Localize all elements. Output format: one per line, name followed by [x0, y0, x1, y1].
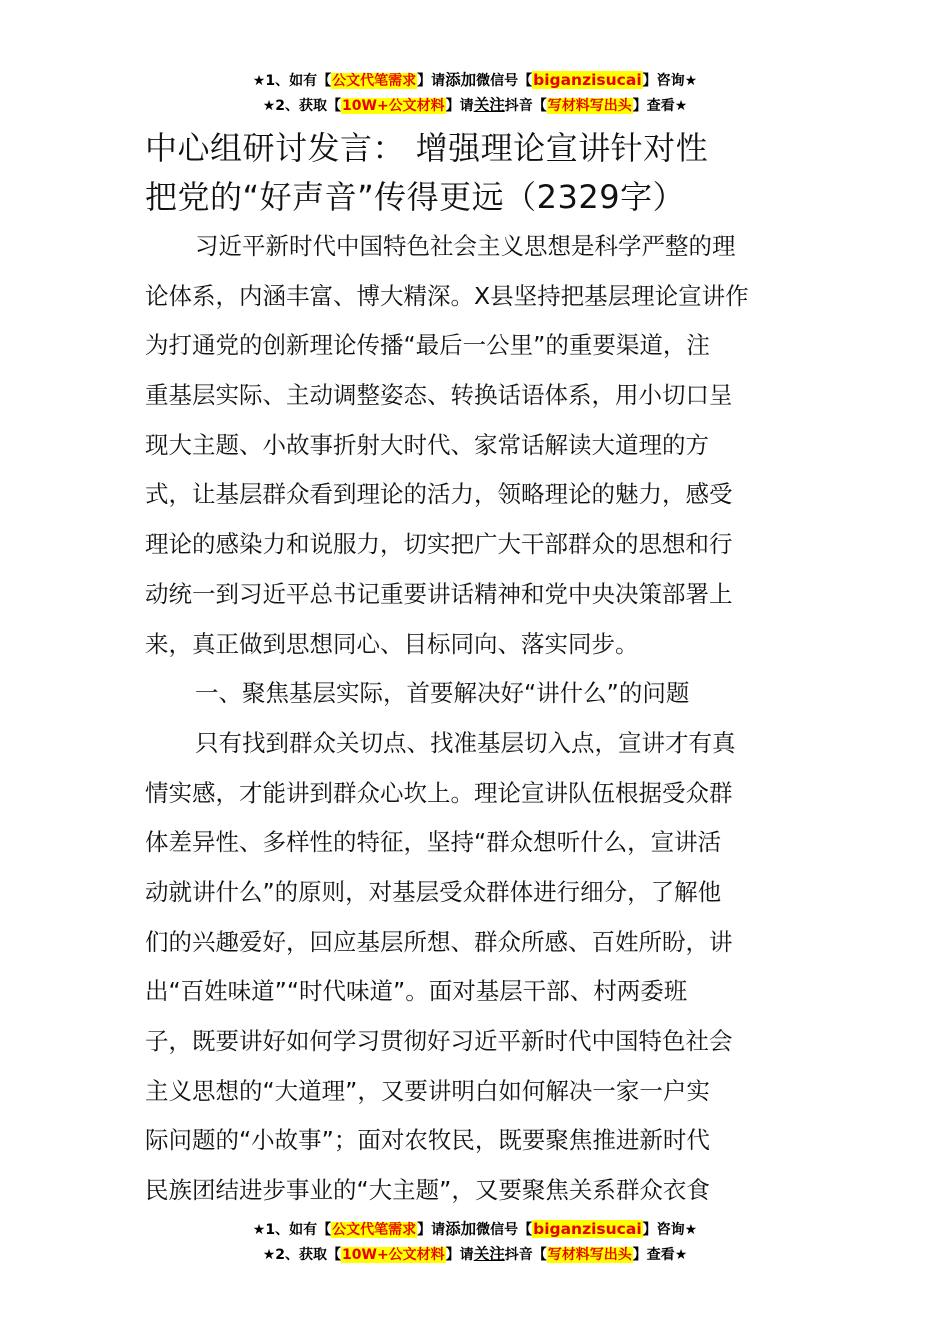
highlight-wechat-id: biganzisucai: [533, 71, 642, 89]
body-line: 情实感，才能讲到群众心坎上。理论宣讲队伍根据受众群: [145, 778, 733, 807]
bottom-notice-banner: [0, 1217, 950, 1267]
body-line: 现大主题、小故事折射大时代、家常话解读大道理的方: [145, 430, 709, 459]
notice-emphasis-follow: 关注: [473, 1245, 505, 1263]
top-notice-banner: [0, 68, 950, 118]
body-line: 际问题的“小故事”；面对农牧民，既要聚焦推进新时代: [145, 1126, 710, 1155]
body-line: 民族团结进步事业的“大主题”，又要聚焦关系群众衣食: [145, 1176, 710, 1205]
notice-text: 抖音【: [504, 98, 547, 114]
notice-text: 】请: [417, 1222, 446, 1238]
notice-text: 微信号【: [476, 73, 533, 89]
notice-text: 抖音【: [504, 1247, 547, 1263]
notice-text: ★2、获取【: [262, 98, 342, 114]
body-line: 式，让基层群众看到理论的活力，领略理论的魅力，感受: [145, 480, 733, 509]
document-title: [145, 124, 815, 222]
notice-line-2: [0, 1242, 950, 1267]
document-body: [145, 222, 810, 1216]
notice-emphasis-add: 添加: [445, 71, 477, 89]
body-line: 们的兴趣爱好，回应基层所想、群众所感、百姓所盼，讲: [145, 927, 733, 956]
highlight-douyin-account: 写材料写出头: [547, 1247, 632, 1263]
body-line: 只有找到群众关切点、找准基层切入点，宣讲才有真: [195, 728, 736, 757]
notice-text: ★1、如有【: [252, 1222, 332, 1238]
highlight-materials: 10W+公文材料: [342, 1247, 445, 1263]
notice-text: 微信号【: [476, 1222, 533, 1238]
notice-emphasis-add: 添加: [445, 1220, 477, 1238]
notice-text: 】查看★: [632, 1247, 688, 1263]
notice-line-1: [0, 68, 950, 93]
notice-text: 】咨询★: [642, 73, 698, 89]
notice-emphasis-follow: 关注: [473, 96, 505, 114]
body-line: 习近平新时代中国特色社会主义思想是科学严整的理: [195, 232, 736, 260]
section-heading: 一、聚焦基层实际，首要解决好“讲什么”的问题: [195, 679, 690, 708]
title-line: 把党的“好声音”传得更远（2329字）: [145, 178, 686, 216]
notice-text: ★2、获取【: [262, 1247, 342, 1263]
body-line: 来，真正做到思想同心、目标同向、落实同步。: [145, 629, 639, 658]
highlight-ghostwriting: 公文代笔需求: [332, 73, 417, 89]
highlight-douyin-account: 写材料写出头: [547, 98, 632, 114]
notice-text: 】咨询★: [642, 1222, 698, 1238]
body-line: 体差异性、多样性的特征，坚持“群众想听什么，宣讲活: [145, 828, 722, 857]
notice-line-2: [0, 93, 950, 118]
notice-text: 】请: [417, 73, 446, 89]
highlight-wechat-id: biganzisucai: [533, 1220, 642, 1238]
body-line: 出“百姓味道”“时代味道”。面对基层干部、村两委班: [145, 977, 688, 1006]
body-line: 重基层实际、主动调整姿态、转换话语体系，用小切口呈: [145, 381, 733, 410]
notice-line-1: [0, 1217, 950, 1242]
notice-text: 】请: [445, 98, 474, 114]
notice-text: ★1、如有【: [252, 73, 332, 89]
title-line: 中心组研讨发言： 增强理论宣讲针对性: [145, 129, 709, 167]
body-line: 动就讲什么”的原则，对基层受众群体进行细分，了解他: [145, 877, 722, 906]
notice-text: 】请: [445, 1247, 474, 1263]
body-line: 子，既要讲好如何学习贯彻好习近平新时代中国特色社会: [145, 1027, 733, 1055]
body-line: 动统一到习近平总书记重要讲话精神和党中央决策部署上: [145, 579, 733, 608]
notice-text: 】查看★: [632, 98, 688, 114]
body-line: 理论的感染力和说服力，切实把广大干部群众的思想和行: [145, 530, 733, 559]
body-line: 主义思想的“大道理”，又要讲明白如何解决一家一户实: [145, 1076, 710, 1105]
body-line: 为打通党的创新理论传播“最后一公里”的重要渠道，注: [145, 331, 710, 360]
body-line: 论体系，内涵丰富、博大精深。X县坚持把基层理论宣讲作: [145, 281, 749, 310]
highlight-materials: 10W+公文材料: [342, 98, 445, 114]
highlight-ghostwriting: 公文代笔需求: [332, 1222, 417, 1238]
